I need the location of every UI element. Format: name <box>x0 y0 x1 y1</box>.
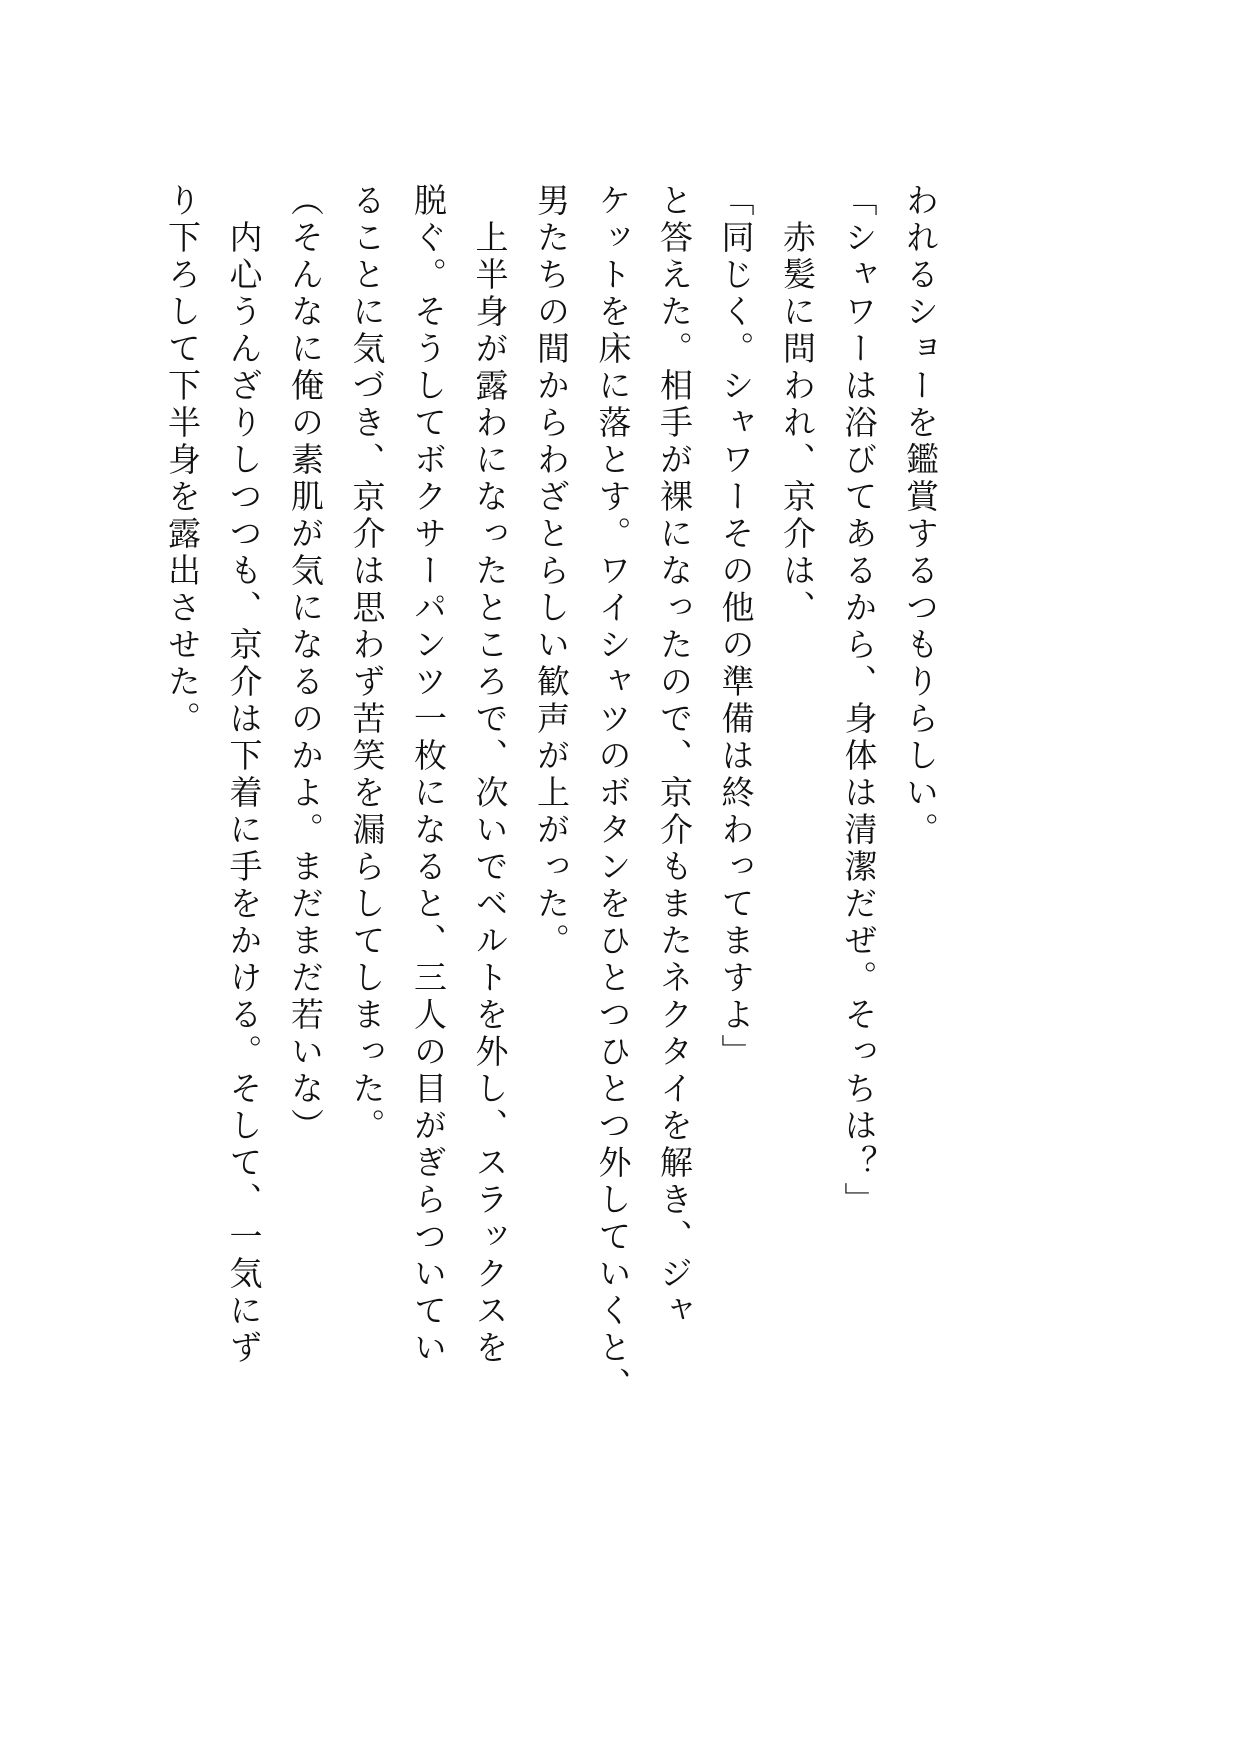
text-line: 「同じく。シャワーその他の準備は終わってますよ」 <box>716 183 756 1071</box>
text-line: われるショーを鑑賞するつもりらしい。 <box>901 183 940 849</box>
text-line: 内心うんざりしつつも、京介は下着に手をかける。そして、一気にず <box>224 183 264 1367</box>
text-line: 上半身が露わになったところで、次いでベルトを外し、スラックスを <box>470 183 510 1367</box>
text-line: 赤髪に問われ、京介は、 <box>778 183 817 627</box>
text-line: 脱ぐ。そうしてボクサーパンツ一枚になると、三人の目がぎらついてい <box>409 183 448 1367</box>
text-line: （そんなに俺の素肌が気になるのかよ。まだまだ若いな） <box>286 183 325 1145</box>
vertical-text-page <box>151 183 951 1443</box>
text-line: ケットを床に落とす。ワイシャツのボタンをひとつひとつ外していくと、 <box>593 183 633 1404</box>
text-line: り下ろして下半身を露出させた。 <box>163 183 202 738</box>
text-line: 「シャワーは浴びてあるから、身体は清潔だぜ。そっちは？」 <box>839 183 879 1219</box>
text-line: ることに気づき、京介は思わず苦笑を漏らしてしまった。 <box>347 183 387 1145</box>
text-line: 男たちの間からわざとらしい歓声が上がった。 <box>532 183 571 960</box>
text-line: と答えた。相手が裸になったので、京介もまたネクタイを解き、ジャ <box>655 183 694 1330</box>
